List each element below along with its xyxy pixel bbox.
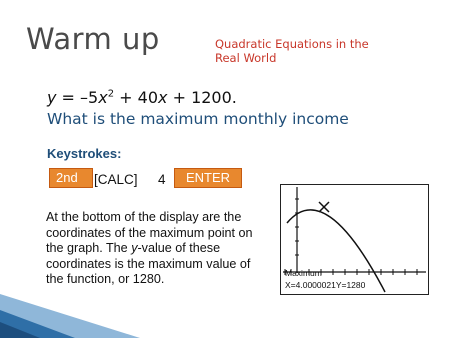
calculator-screen: [280, 184, 429, 295]
equation-part-c: + 1200.: [167, 88, 237, 107]
equation-part-b: + 40: [114, 88, 159, 107]
key-number: 4: [158, 172, 166, 187]
explanation-part2: -value of these coordinates is the maximum value of the function, or 1280.: [46, 241, 251, 286]
slide-subtitle: Quadratic Equations in the Real World: [215, 37, 369, 65]
calc-coordinate-readout: X=4.0000021Y=1280: [285, 280, 366, 290]
slide-title: Warm up: [26, 22, 160, 56]
explanation-part1: At the bottom of the display are the coordinates of the maximum point on the graph. The: [46, 210, 253, 255]
explanation-text: [46, 210, 261, 288]
equation: [47, 88, 237, 107]
equation-part-a: = –5: [56, 88, 99, 107]
key-2nd: 2nd: [49, 168, 93, 188]
calc-key-label: [CALC]: [94, 172, 138, 187]
equation-exponent: 2: [107, 88, 115, 100]
equation-y: y: [47, 88, 57, 107]
keystrokes-label: Keystrokes:: [47, 146, 122, 161]
explanation-y-var: y: [131, 241, 138, 255]
calc-maximum-label: Maximum: [285, 268, 322, 278]
equation-x1: x: [98, 88, 108, 107]
equation-x2: x: [158, 88, 168, 107]
maximum-cursor: [319, 202, 329, 212]
question: What is the maximum monthly income: [47, 110, 349, 128]
key-enter: ENTER: [174, 168, 242, 188]
